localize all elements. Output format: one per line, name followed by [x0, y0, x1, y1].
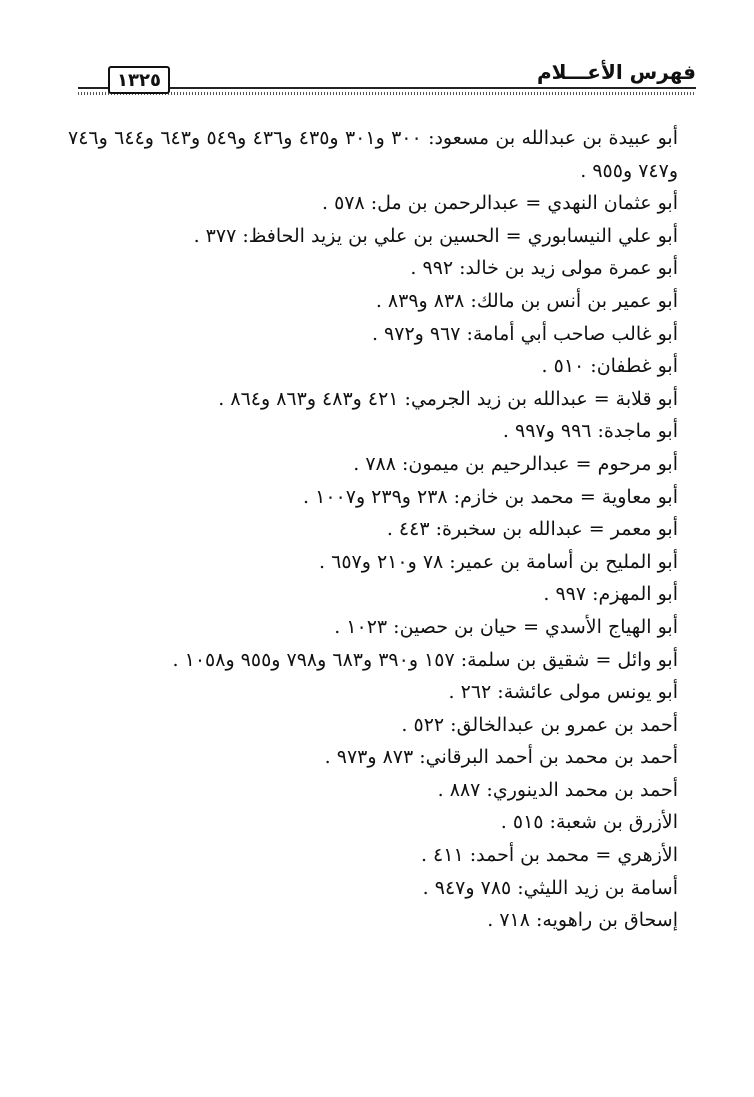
- index-entry: أحمد بن عمرو بن عبدالخالق: ٥٢٢ .: [401, 713, 678, 736]
- index-entry: أبو عبيدة بن عبدالله بن مسعود: ٣٠٠ و٣٠١ و٤٣٥ و٤٣٦ و٥٤٩ و٦٤٣ و٦٤٤ و٧٤٦ و٧٤٧ و٩٥٥ .: [68, 127, 678, 182]
- index-entry: أبو معمر = عبدالله بن سخبرة: ٤٤٣ .: [386, 518, 678, 541]
- index-entry: أبو قلابة = عبدالله بن زيد الجرمي: ٤٢١ و٤٨٣ و٨٦٣ و٨٦٤ .: [218, 387, 678, 410]
- header-rule: [78, 87, 696, 89]
- index-entry: أبو غطفان: ٥١٠ .: [541, 355, 678, 378]
- index-entry: أبو عمير بن أنس بن مالك: ٨٣٨ و٨٣٩ .: [375, 289, 678, 312]
- index-entry: أبو ماجدة: ٩٩٦ و٩٩٧ .: [502, 420, 678, 443]
- index-entry: أبو غالب صاحب أبي أمامة: ٩٦٧ و٩٧٢ .: [371, 322, 678, 345]
- index-entry: أبو الهياج الأسدي = حيان بن حصين: ١٠٢٣ .: [334, 615, 678, 638]
- index-entry: أسامة بن زيد الليثي: ٧٨٥ و٩٤٧ .: [422, 876, 678, 899]
- index-entry: أبو عثمان النهدي = عبدالرحمن بن مل: ٥٧٨ .: [321, 192, 678, 215]
- index-entry: أبو مرحوم = عبدالرحيم بن ميمون: ٧٨٨ .: [353, 452, 678, 475]
- index-entry: أبو المهزم: ٩٩٧ .: [543, 583, 678, 606]
- index-entry: أبو علي النيسابوري = الحسين بن علي بن يزيد الحافظ: ٣٧٧ .: [193, 224, 678, 247]
- index-entry: أبو معاوية = محمد بن خازم: ٢٣٨ و٢٣٩ و١٠٠٧ .: [303, 485, 678, 508]
- page-number: ١٣٢٥: [108, 66, 170, 94]
- index-entry: أحمد بن محمد بن أحمد البرقاني: ٨٧٣ و٩٧٣ .: [324, 746, 678, 769]
- header-rule-pattern: [78, 92, 696, 95]
- index-entry: أحمد بن محمد الدينوري: ٨٨٧ .: [437, 778, 678, 801]
- index-entries-list: [68, 122, 678, 937]
- index-entry: الأزرق بن شعبة: ٥١٥ .: [500, 811, 678, 834]
- index-entry: الأزهري = محمد بن أحمد: ٤١١ .: [420, 844, 678, 867]
- index-entry: أبو يونس مولى عائشة: ٢٦٢ .: [448, 681, 678, 704]
- index-entry: أبو المليح بن أسامة بن عمير: ٧٨ و٢١٠ و٦٥٧ .: [319, 550, 678, 573]
- index-entry: أبو وائل = شقيق بن سلمة: ١٥٧ و٣٩٠ و٦٨٣ و٧٩٨ و٩٥٥ و١٠٥٨ .: [172, 648, 678, 671]
- index-entry: أبو عمرة مولى زيد بن خالد: ٩٩٢ .: [410, 257, 678, 280]
- page-header: [78, 56, 696, 100]
- index-entry: إسحاق بن راهويه: ٧١٨ .: [487, 909, 678, 932]
- page-title: فهرس الأعـــلام: [536, 60, 696, 84]
